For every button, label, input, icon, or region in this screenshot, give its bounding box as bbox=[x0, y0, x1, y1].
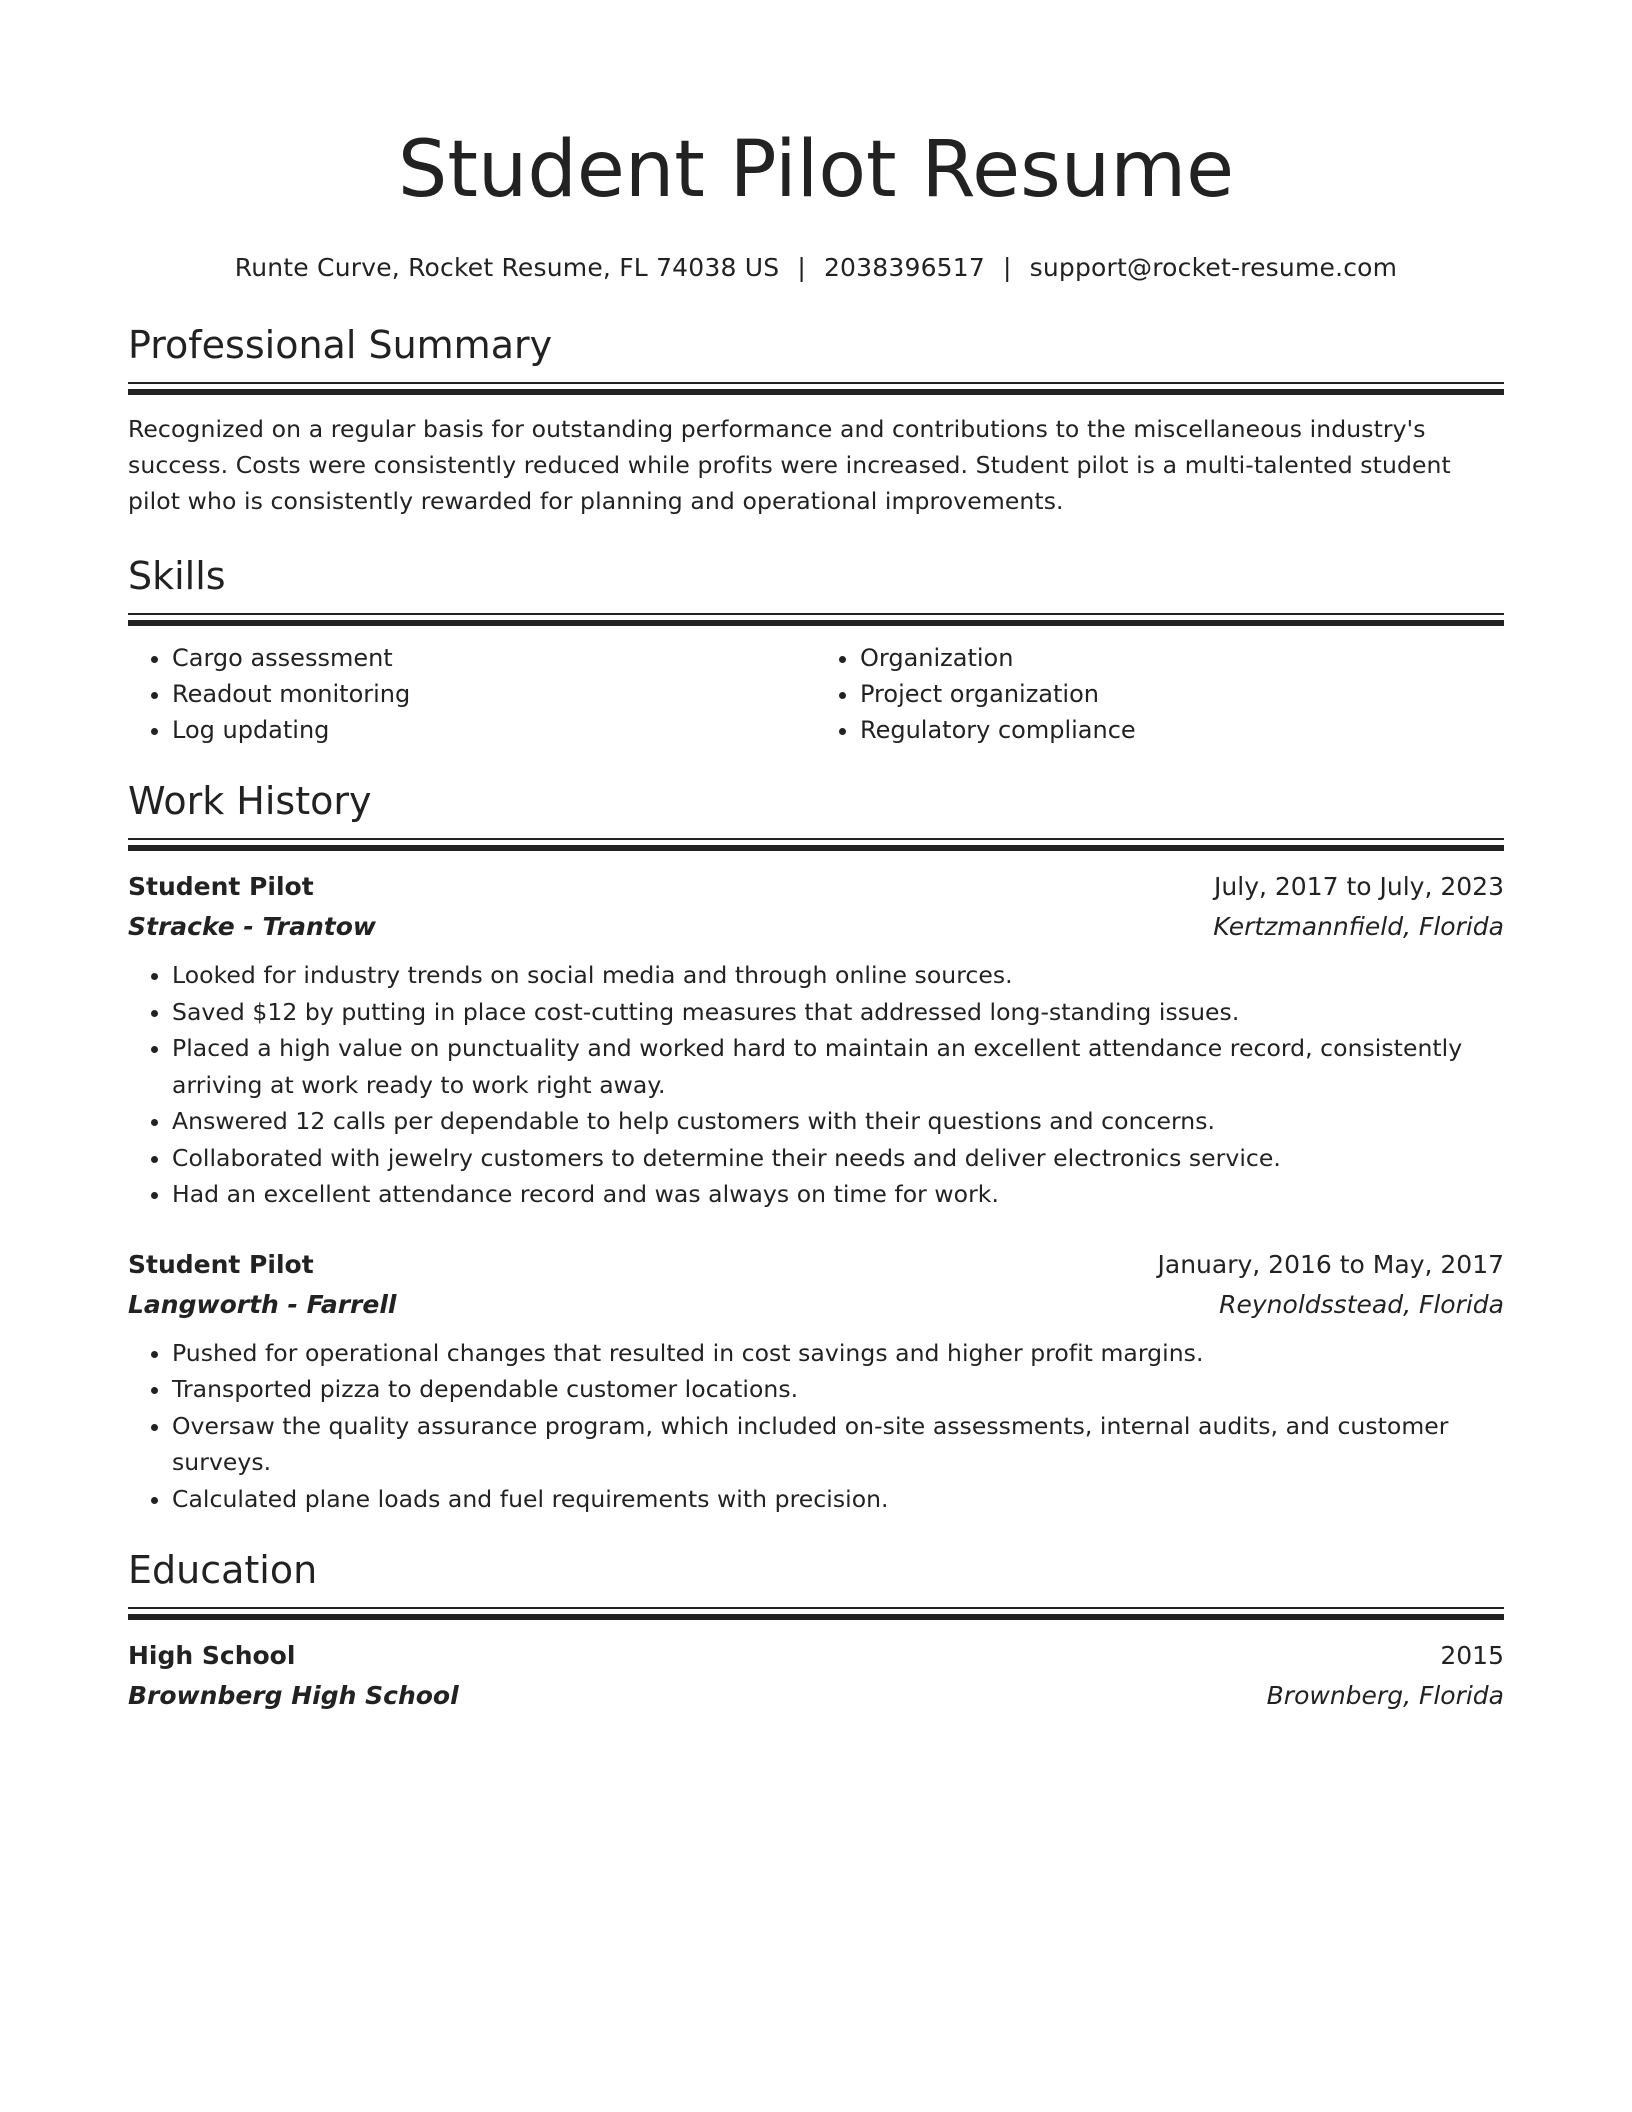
job-company: Stracke - Trantow bbox=[128, 912, 376, 941]
education-location: Brownberg, Florida bbox=[1266, 1681, 1504, 1710]
contact-email: support@rocket-resume.com bbox=[1029, 253, 1398, 282]
education-year: 2015 bbox=[1440, 1641, 1504, 1670]
section-divider bbox=[128, 382, 1504, 395]
contact-phone: 2038396517 bbox=[823, 253, 985, 282]
list-item: • Oversaw the quality assurance program, which included on-site assessments, internal audits, and customer surveys. bbox=[172, 1408, 1504, 1481]
list-item: • Placed a high value on punctuality and worked hard to maintain an excellent attendance record, consistently arriving at work ready to work right away. bbox=[172, 1030, 1504, 1103]
summary-text: Recognized on a regular basis for outstanding performance and contributions to the miscellaneous industry's success. Costs were consistently reduced while profits were increased. Student pilot is a multi-talented student pilot who is consistently rewarded for planning and operational improvements. bbox=[128, 415, 1451, 515]
education-school-row bbox=[128, 1676, 1504, 1716]
job-bullets bbox=[128, 957, 1504, 1213]
job-location: Reynoldsstead, Florida bbox=[1219, 1289, 1504, 1319]
job-dates: July, 2017 to July, 2023 bbox=[1214, 872, 1504, 901]
job-entry bbox=[128, 1245, 1504, 1518]
resume-title: Student Pilot Resume bbox=[397, 125, 1235, 215]
list-item: • Looked for industry trends on social media and through online sources. bbox=[172, 957, 1504, 994]
job-company-row bbox=[128, 1285, 1504, 1325]
skill-item: • Cargo assessment bbox=[172, 640, 816, 676]
skills-list-left bbox=[128, 640, 816, 748]
education-entry bbox=[128, 1636, 1504, 1716]
section-divider bbox=[128, 838, 1504, 851]
list-item: • Collaborated with jewelry customers to determine their needs and deliver electronics service. bbox=[172, 1140, 1504, 1177]
job-company-row bbox=[128, 907, 1504, 947]
education-school: Brownberg High School bbox=[128, 1681, 459, 1710]
section-heading: Skills bbox=[128, 554, 226, 598]
skill-item: • Readout monitoring bbox=[172, 676, 816, 712]
job-entry bbox=[128, 867, 1504, 1213]
contact-separator: | bbox=[1003, 253, 1012, 282]
contact-separator: | bbox=[797, 253, 806, 282]
summary-section bbox=[128, 322, 1504, 519]
list-item: • Answered 12 calls per dependable to help customers with their questions and concerns. bbox=[172, 1103, 1504, 1140]
job-header-row bbox=[128, 1245, 1504, 1285]
education-header-row bbox=[128, 1636, 1504, 1676]
section-divider bbox=[128, 613, 1504, 626]
education-section bbox=[128, 1547, 1504, 1716]
skill-item: • Log updating bbox=[172, 712, 816, 748]
contact-line bbox=[128, 252, 1504, 284]
list-item: • Pushed for operational changes that resulted in cost savings and higher profit margins. bbox=[172, 1335, 1504, 1372]
skill-item: • Project organization bbox=[860, 676, 1504, 712]
skill-item: • Organization bbox=[860, 640, 1504, 676]
job-location: Kertzmannfield, Florida bbox=[1213, 912, 1504, 941]
list-item: • Transported pizza to dependable customer locations. bbox=[172, 1371, 1504, 1408]
job-company: Langworth - Farrell bbox=[128, 1289, 397, 1319]
section-heading: Education bbox=[128, 1548, 318, 1592]
skills-columns bbox=[128, 640, 1504, 748]
work-section bbox=[128, 778, 1504, 1517]
skills-list-right bbox=[816, 640, 1504, 748]
list-item: • Saved $12 by putting in place cost-cutting measures that addressed long-standing issues. bbox=[172, 994, 1504, 1031]
skills-section bbox=[128, 553, 1504, 748]
job-bullets bbox=[128, 1335, 1504, 1518]
section-heading: Work History bbox=[128, 779, 372, 823]
job-title: Student Pilot bbox=[128, 1249, 314, 1279]
job-dates: January, 2016 to May, 2017 bbox=[1157, 1249, 1504, 1279]
section-divider bbox=[128, 1607, 1504, 1620]
list-item: • Had an excellent attendance record and was always on time for work. bbox=[172, 1176, 1504, 1213]
job-title: Student Pilot bbox=[128, 872, 314, 901]
list-item: • Calculated plane loads and fuel requirements with precision. bbox=[172, 1481, 1504, 1518]
education-degree: High School bbox=[128, 1641, 296, 1670]
contact-address: Runte Curve, Rocket Resume, FL 74038 US bbox=[234, 253, 780, 282]
section-heading: Professional Summary bbox=[128, 323, 553, 367]
skill-item: • Regulatory compliance bbox=[860, 712, 1504, 748]
job-header-row bbox=[128, 867, 1504, 907]
